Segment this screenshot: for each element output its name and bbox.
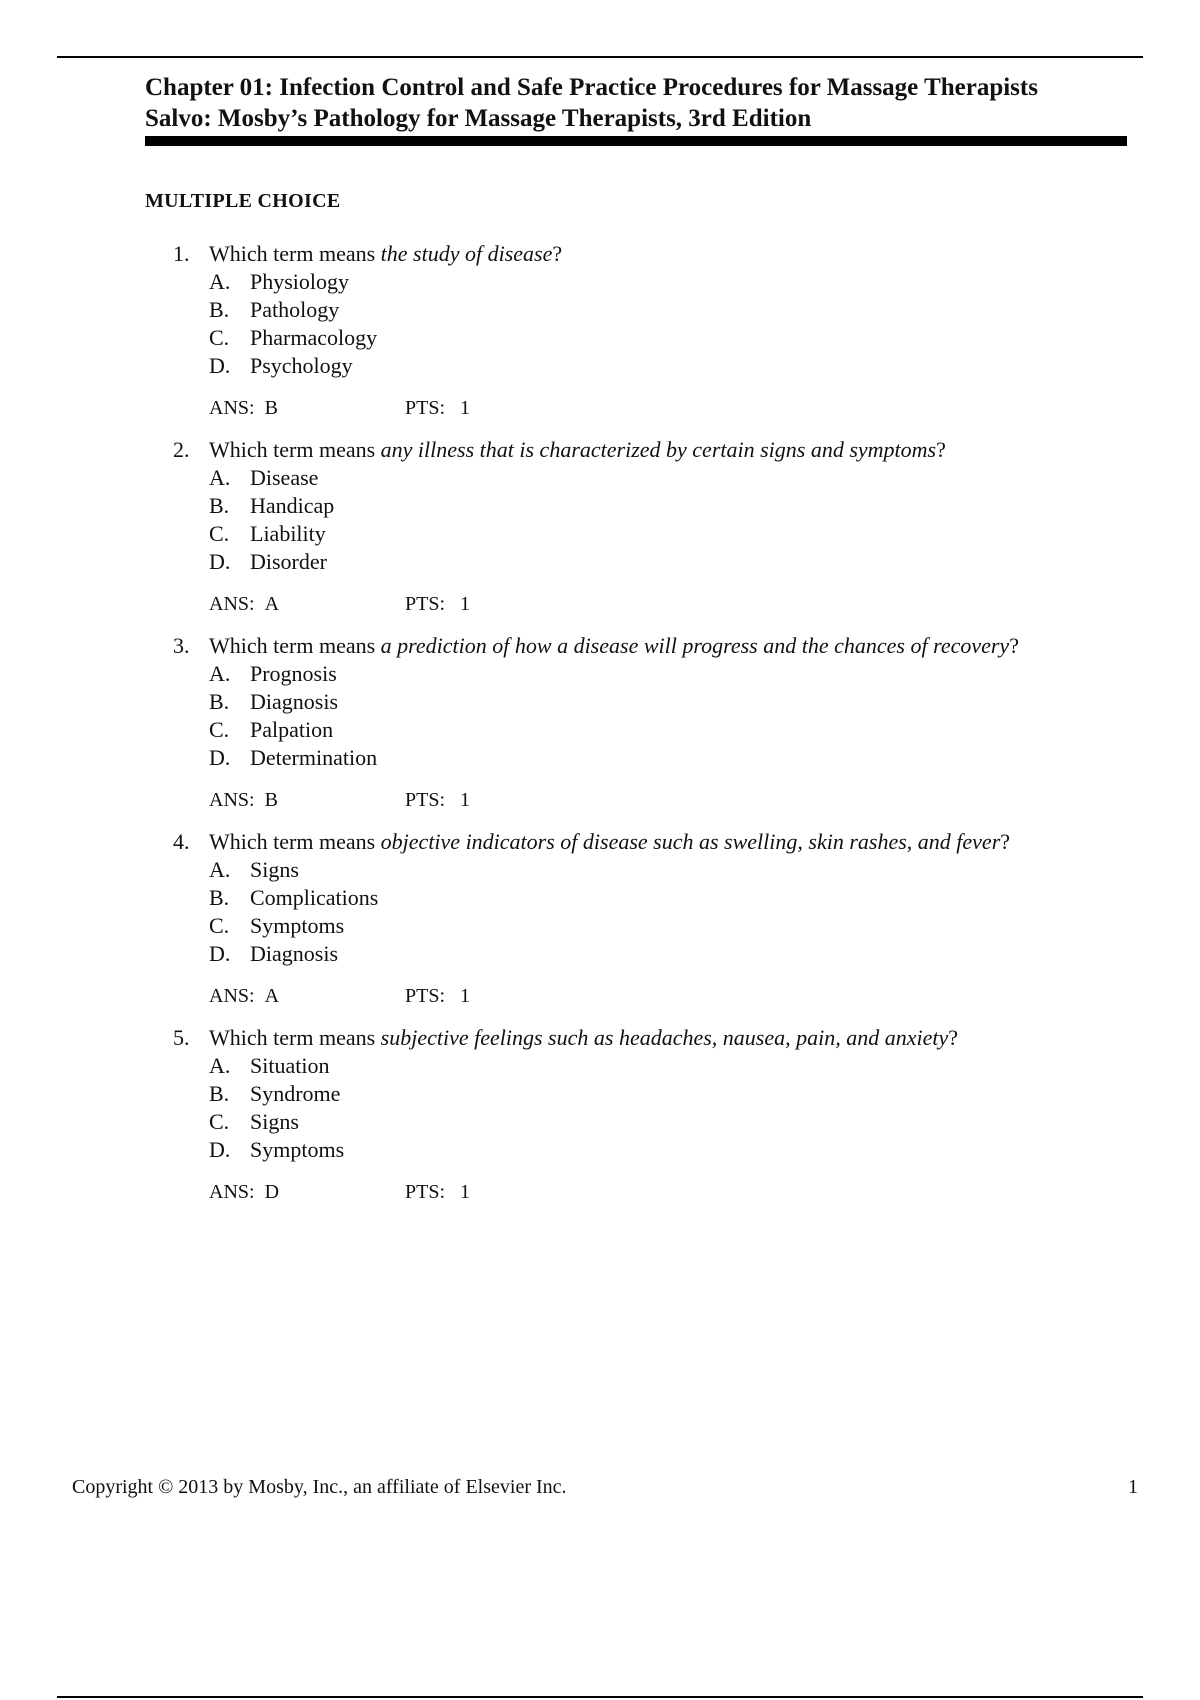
option-text: Determination [250,745,378,770]
option-b [145,492,1135,520]
question-number: 3. [173,633,190,658]
option-c [145,716,1135,744]
stem-prefix: Which term means [209,241,381,266]
stem-italic: the study of disease [380,241,553,266]
option-letter: C. [209,325,230,350]
option-c [145,1108,1135,1136]
copyright-notice: Copyright © 2013 by Mosby, Inc., an affiliate of Elsevier Inc. [72,1476,567,1498]
ans-label: ANS: [209,1181,255,1203]
option-b [145,884,1135,912]
option-text: Palpation [250,717,334,742]
option-letter: C. [209,717,230,742]
answer-value: B [264,397,278,419]
option-text: Complications [250,885,379,910]
pts-label: PTS: [405,1181,446,1203]
points-value: 1 [460,1181,471,1203]
option-c [145,520,1135,548]
answer-key [209,396,278,420]
points-value: 1 [460,985,471,1007]
stem-italic: objective indicators of disease such as swelling, skin rashes, and fever [380,829,1001,854]
answer-value: A [264,985,280,1007]
answer-line [145,1180,1135,1204]
answer-value: B [264,789,278,811]
option-text: Syndrome [250,1081,341,1106]
top-rule [57,56,1143,58]
answer-key [209,1180,279,1204]
answer-value: A [264,593,280,615]
points [405,396,470,420]
question-number: 1. [173,241,190,266]
question-2 [145,436,1135,616]
option-a [145,1052,1135,1080]
option-text: Disorder [250,549,327,574]
option-a [145,660,1135,688]
answer-key [209,592,279,616]
section-title: MULTIPLE CHOICE [145,190,341,212]
stem-suffix: ? [552,241,563,266]
question-number: 2. [173,437,190,462]
stem-prefix: Which term means [209,633,381,658]
points [405,592,470,616]
question-number: 5. [173,1025,190,1050]
question-3 [145,632,1135,812]
stem-suffix: ? [936,437,946,462]
ans-label: ANS: [209,593,255,615]
option-letter: D. [209,745,231,770]
book-title: Salvo: Mosby’s Pathology for Massage Therapists, 3rd Edition [145,105,812,132]
option-text: Physiology [250,269,350,294]
option-b [145,688,1135,716]
question-stem [145,436,1135,464]
option-b [145,1080,1135,1108]
question-stem [145,828,1135,856]
option-text: Psychology [250,353,353,378]
ans-label: ANS: [209,985,255,1007]
header-rule [145,136,1127,146]
option-text: Symptoms [250,1137,345,1162]
stem-prefix: Which term means [209,1025,381,1050]
option-letter: A. [209,857,231,882]
stem-suffix: ? [948,1025,959,1050]
option-d [145,352,1135,380]
bottom-rule [57,1696,1143,1698]
option-letter: C. [209,1109,230,1134]
question-list [145,240,1135,1220]
option-text: Signs [250,1109,299,1134]
ans-label: ANS: [209,397,255,419]
ans-label: ANS: [209,789,255,811]
option-b [145,296,1135,324]
option-a [145,464,1135,492]
document-header [145,72,1135,134]
option-text: Symptoms [250,913,345,938]
option-text: Prognosis [250,661,337,686]
stem-italic: a prediction of how a disease will progress and the chances of recovery [380,633,1010,658]
pts-label: PTS: [405,985,446,1007]
question-stem [145,632,1135,660]
question-stem [145,1024,1135,1052]
option-letter: B. [209,297,230,322]
points-value: 1 [460,789,471,811]
chapter-title: Chapter 01: Infection Control and Safe Practice Procedures for Massage Therapists [145,74,1038,101]
stem-prefix: Which term means [209,829,381,854]
pts-label: PTS: [405,593,446,615]
option-d [145,548,1135,576]
answer-line [145,592,1135,616]
page-number: 1 [1128,1476,1138,1498]
option-letter: B. [209,689,230,714]
option-a [145,856,1135,884]
option-text: Signs [250,857,299,882]
option-letter: A. [209,661,231,686]
question-5 [145,1024,1135,1204]
points [405,1180,470,1204]
option-d [145,744,1135,772]
option-text: Disease [250,465,319,490]
answer-line [145,984,1135,1008]
answer-line [145,788,1135,812]
option-letter: A. [209,269,231,294]
option-text: Situation [250,1053,330,1078]
answer-value: D [264,1181,280,1203]
pts-label: PTS: [405,789,446,811]
option-d [145,940,1135,968]
points-value: 1 [460,397,471,419]
pts-label: PTS: [405,397,446,419]
option-a [145,268,1135,296]
answer-key [209,984,279,1008]
option-c [145,912,1135,940]
points [405,788,470,812]
option-letter: D. [209,1137,231,1162]
question-stem [145,240,1135,268]
option-letter: B. [209,493,230,518]
option-letter: D. [209,353,231,378]
option-text: Pathology [250,297,340,322]
question-1 [145,240,1135,420]
option-text: Pharmacology [250,325,378,350]
option-d [145,1136,1135,1164]
option-letter: D. [209,941,231,966]
answer-key [209,788,278,812]
points-value: 1 [460,593,471,615]
option-letter: A. [209,465,231,490]
question-number: 4. [173,829,190,854]
stem-suffix: ? [1000,829,1011,854]
option-c [145,324,1135,352]
answer-line [145,396,1135,420]
option-letter: B. [209,1081,230,1106]
stem-italic: subjective feelings such as headaches, nausea, pain, and anxiety [380,1025,949,1050]
stem-suffix: ? [1009,633,1019,658]
option-letter: D. [209,549,231,574]
option-text: Liability [250,521,326,546]
stem-prefix: Which term means [209,437,381,462]
stem-italic: any illness that is characterized by certain signs and symptoms [380,437,937,462]
option-letter: C. [209,913,230,938]
points [405,984,470,1008]
option-letter: A. [209,1053,231,1078]
option-text: Handicap [250,493,335,518]
option-text: Diagnosis [250,941,338,966]
option-letter: C. [209,521,230,546]
option-letter: B. [209,885,230,910]
question-4 [145,828,1135,1008]
option-text: Diagnosis [250,689,338,714]
